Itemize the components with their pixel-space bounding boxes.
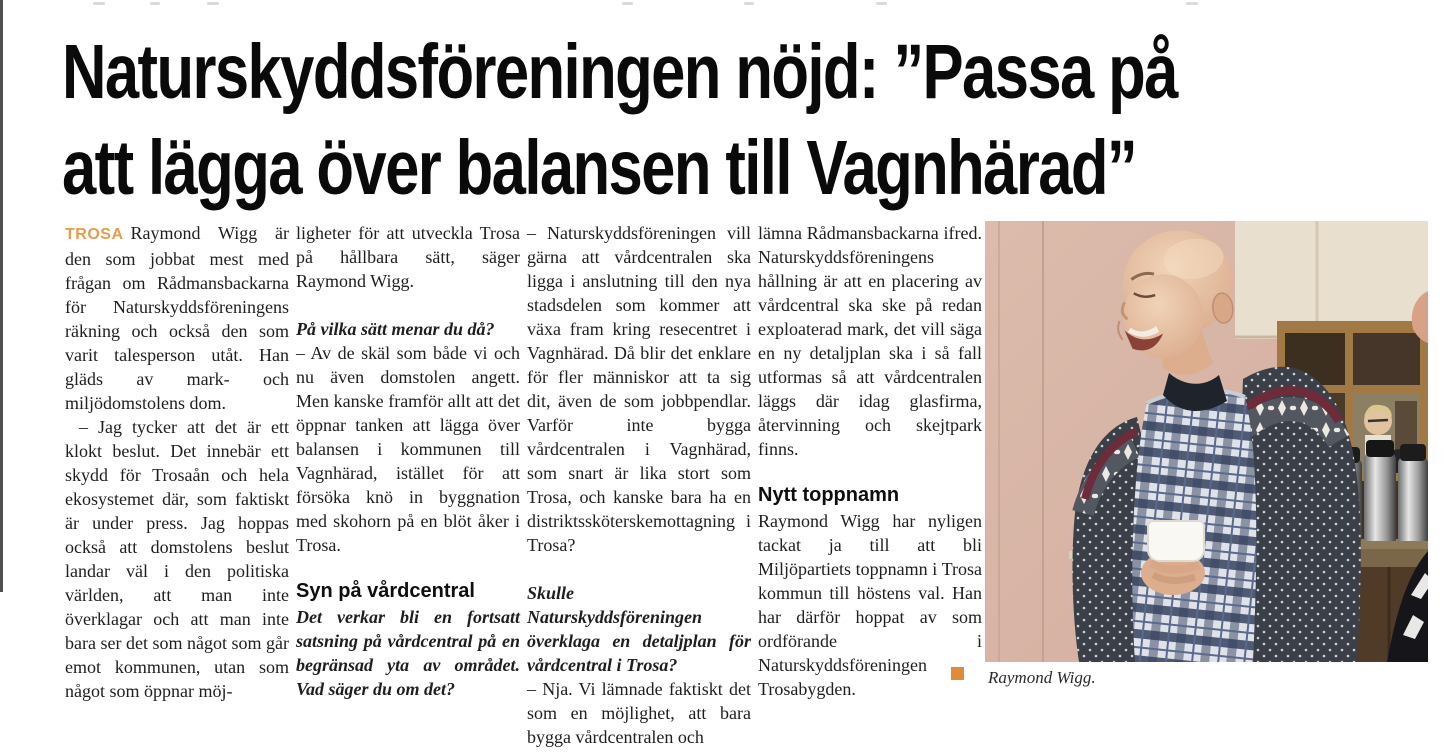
paragraph: lämna Rådmansbackarna ifred. Naturskyddsföreningens hållning är att en placering av vårdcentral ska ske på redan exploaterad mark, det vill säga en ny detaljplan ska i så fall utformas så att vårdcentralen läggs där idag glasfirma, återvinning och skejtpark finns.: [758, 223, 982, 459]
paragraph: Raymond Wigg har nyligen tackat ja till att bli Miljöpartiets toppnamn i Trosa kommun till höstens val. Han har därför hoppat av som ordförande i Naturskyddsföreningen Trosabygden.: [758, 511, 982, 699]
scan-smudge: [93, 2, 105, 5]
article-column-3: [527, 221, 751, 749]
interview-question: På vilka sätt menar du då?: [296, 319, 495, 339]
photo-cup: [1141, 521, 1205, 595]
scan-smudge: [1186, 2, 1198, 5]
scan-smudge: [622, 2, 633, 5]
headline-line-1: Naturskyddsföreningen nöjd: ”Passa på: [62, 29, 1177, 115]
end-of-article-marker: [951, 667, 964, 680]
scan-smudge: [150, 2, 160, 5]
scan-smudge: [744, 2, 754, 5]
photo-illustration: [985, 221, 1428, 662]
paragraph: – Naturskyddsföreningen vill gärna att vårdcentralen ska ligga i anslutning till den nya stadsdelen som kommer att växa fram kring resecentret i Vagnhärad. Då blir det enklare för fler människor att ta sig dit, även de som jobbpendlar. Varför inte bygga vårdcentralen i Vagnhärad, som snart är lika stort som Trosa, och kanske bara ha en distriktssköterskemottagning i Trosa?: [527, 223, 751, 555]
paragraph: – Jag tycker att det är ett klokt beslut. Det innebär ett skydd för Trosaån och hela ekosystemet där, som faktiskt är under press. Jag hoppas också att domstolens beslut landar väl i den politiska världen, att man inte överklagar och att man inte bara ser det som något som går emot kommunen, utan som något som öppnar möj-: [65, 417, 289, 701]
paragraph: – Nja. Vi lämnade faktiskt det som en möjlighet, att bara bygga vårdcentralen och: [527, 679, 751, 747]
section-subhead: Nytt toppnamn: [758, 484, 900, 506]
paragraph-text: Raymond Wigg är den som jobbat mest med frågan om Rådmansbackarna för Naturskyddsföreningens räkning och också den som varit talesperson utåt. Han gläds av mark- och miljödomstolens dom.: [65, 223, 289, 413]
page-border-left: [0, 0, 3, 592]
article-photo: [985, 221, 1428, 662]
photo-caption: Raymond Wigg.: [988, 668, 1096, 687]
lead-paragraph: [65, 221, 289, 415]
article-column-1: [65, 221, 289, 703]
paragraph: – Av de skäl som både vi och nu även domstolen angett. Men kanske framför allt att det öppnar tanken att lägga över balansen i kommunen till Vagnhärad, istället för att försöka knö in byggnation med skohorn på en blöt åker i Trosa.: [296, 343, 520, 555]
article-headline: [62, 24, 1177, 216]
headline-line-2: att lägga över balansen till Vagnhärad”: [62, 125, 1137, 211]
section-subhead: Syn på vårdcentral: [296, 580, 475, 602]
interview-question: Det verkar bli en fortsatt satsning på vårdcentral på en begränsad yta av området. Vad säger du om det?: [296, 607, 520, 699]
article-column-4: [758, 221, 982, 701]
location-kicker: TROSA: [65, 226, 124, 243]
scan-smudge: [207, 2, 219, 5]
scan-smudge: [876, 2, 887, 5]
article-column-2: [296, 221, 520, 701]
interview-question: Skulle Naturskyddsföreningen överklaga en detaljplan för vårdcentral i Trosa?: [527, 583, 751, 675]
paragraph: ligheter för att utveckla Trosa på hållbara sätt, säger Raymond Wigg.: [296, 223, 520, 291]
